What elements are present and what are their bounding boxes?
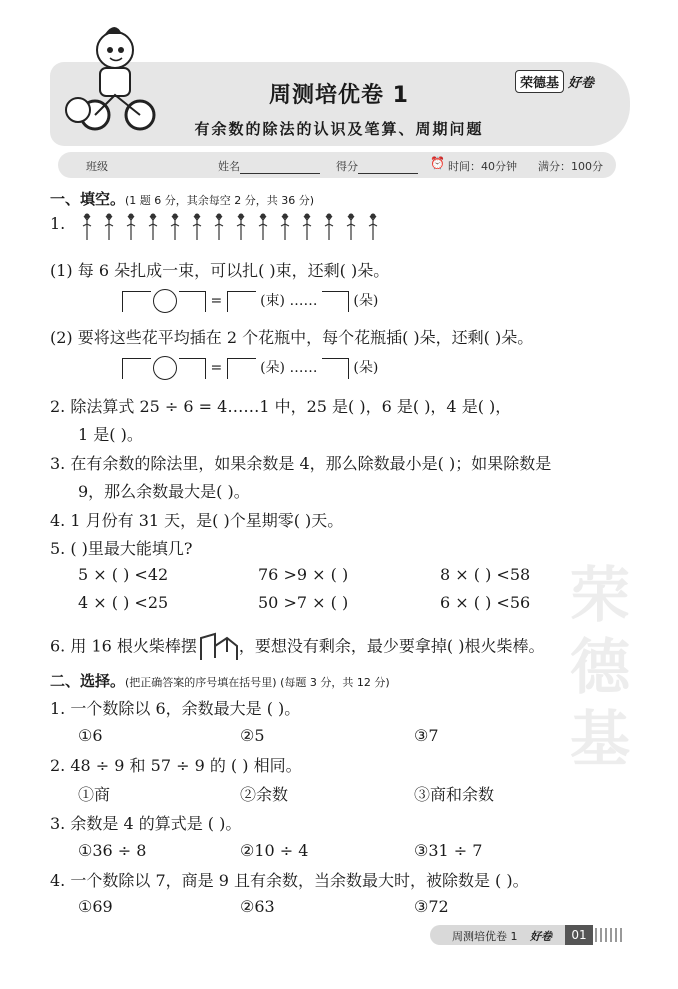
q2-line2: 1 是( )。 bbox=[78, 425, 143, 444]
q5-item: 4 × ( ) <25 bbox=[78, 593, 169, 612]
answer-box[interactable] bbox=[322, 358, 349, 379]
matchstick-figure bbox=[197, 632, 239, 662]
choice-q1: 1. 一个数除以 6，余数最大是 ( )。 bbox=[50, 699, 301, 718]
option[interactable]: ②10 ÷ 4 bbox=[240, 841, 309, 860]
page-title: 周测培优卷 1 bbox=[269, 83, 409, 108]
answer-box[interactable] bbox=[122, 291, 151, 312]
q5: 5. ( )里最大能填几? bbox=[50, 539, 193, 558]
brand-name: 荣德基 bbox=[515, 70, 564, 93]
score-field: 得分 bbox=[336, 158, 418, 174]
q3-line2: 9，那么余数最大是( )。 bbox=[78, 482, 250, 501]
q3-line1: 3. 在有余数的除法里，如果余数是 4，那么除数最小是( )；如果除数是 bbox=[50, 454, 552, 473]
answer-circle[interactable] bbox=[153, 356, 177, 380]
option[interactable]: ①6 bbox=[78, 726, 103, 745]
q2-line1: 2. 除法算式 25 ÷ 6 = 4……1 中，25 是( )，6 是( )，4 是( )， bbox=[50, 397, 512, 416]
option[interactable]: ②5 bbox=[240, 726, 265, 745]
footer-label: 周测培优卷 1 好卷 bbox=[430, 925, 570, 945]
section-1-heading: 一、填空。(1 题 6 分，其余每空 2 分，共 36 分) bbox=[50, 190, 315, 208]
section-2-note: (把正确答案的序号填在括号里) (每题 3 分，共 12 分) bbox=[125, 676, 390, 689]
page-subtitle: 有余数的除法的认识及笔算、周期问题 bbox=[194, 120, 484, 138]
option[interactable]: ③7 bbox=[414, 726, 439, 745]
decorative-stripes bbox=[595, 928, 625, 942]
q1-part1: (1) 每 6 朵扎成一束，可以扎( )束，还剩( )朵。 bbox=[50, 261, 390, 280]
q5-item: 76 >9 × ( ) bbox=[258, 565, 349, 584]
option[interactable]: ①69 bbox=[78, 897, 113, 916]
q1-part2: (2) 要将这些花平均插在 2 个花瓶中，每个花瓶插( )朵，还剩( )朵。 bbox=[50, 328, 534, 347]
full-score: 满分：100分 bbox=[538, 160, 603, 173]
flowers-illustration bbox=[82, 212, 392, 242]
option[interactable]: ②余数 bbox=[240, 785, 289, 804]
q1-part1-boxes: = (束) …… (朵) bbox=[122, 289, 378, 313]
option[interactable]: ③商和余数 bbox=[414, 785, 495, 804]
section-2-heading: 二、选择。(把正确答案的序号填在括号里) (每题 3 分，共 12 分) bbox=[50, 672, 390, 690]
clock-icon: ⏰ bbox=[430, 156, 445, 170]
q5-item: 5 × ( ) <42 bbox=[78, 565, 169, 584]
choice-q4: 4. 一个数除以 7，商是 9 且有余数，当余数最大时，被除数是 ( )。 bbox=[50, 871, 529, 890]
answer-box[interactable] bbox=[227, 291, 256, 312]
watermark: 荣 德 基 bbox=[570, 561, 630, 775]
option[interactable]: ①36 ÷ 8 bbox=[78, 841, 147, 860]
time-limit: 时间：40分钟 bbox=[448, 160, 517, 173]
q6: 6. 用 16 根火柴棒摆 ，要想没有剩余，最少要拿掉( )根火柴棒。 bbox=[50, 632, 544, 662]
option[interactable]: ③72 bbox=[414, 897, 449, 916]
brand-logo bbox=[515, 70, 625, 98]
q1-part2-boxes: = (朵) …… (朵) bbox=[122, 356, 378, 380]
info-bar bbox=[58, 152, 616, 178]
answer-box[interactable] bbox=[179, 291, 206, 312]
section-1-note: (1 题 6 分，其余每空 2 分，共 36 分) bbox=[125, 194, 315, 207]
q5-item: 50 >7 × ( ) bbox=[258, 593, 349, 612]
choice-q2: 2. 48 ÷ 9 和 57 ÷ 9 的 ( ) 相同。 bbox=[50, 756, 302, 775]
answer-box[interactable] bbox=[122, 358, 151, 379]
answer-box[interactable] bbox=[179, 358, 206, 379]
answer-box[interactable] bbox=[227, 358, 256, 379]
option[interactable]: ②63 bbox=[240, 897, 275, 916]
q4: 4. 1 月份有 31 天，是( )个星期零( )天。 bbox=[50, 511, 344, 530]
name-field: 姓名 bbox=[218, 158, 320, 174]
answer-circle[interactable] bbox=[153, 289, 177, 313]
class-label: 班级 bbox=[86, 160, 108, 173]
answer-box[interactable] bbox=[322, 291, 349, 312]
q5-item: 8 × ( ) <58 bbox=[440, 565, 531, 584]
q1-number: 1. bbox=[50, 214, 66, 233]
q5-item: 6 × ( ) <56 bbox=[440, 593, 531, 612]
choice-q3: 3. 余数是 4 的算式是 ( )。 bbox=[50, 814, 242, 833]
brand-sub: 好卷 bbox=[568, 76, 595, 91]
option[interactable]: ③31 ÷ 7 bbox=[414, 841, 483, 860]
page-number: 01 bbox=[565, 925, 593, 945]
option[interactable]: ①商 bbox=[78, 785, 111, 804]
